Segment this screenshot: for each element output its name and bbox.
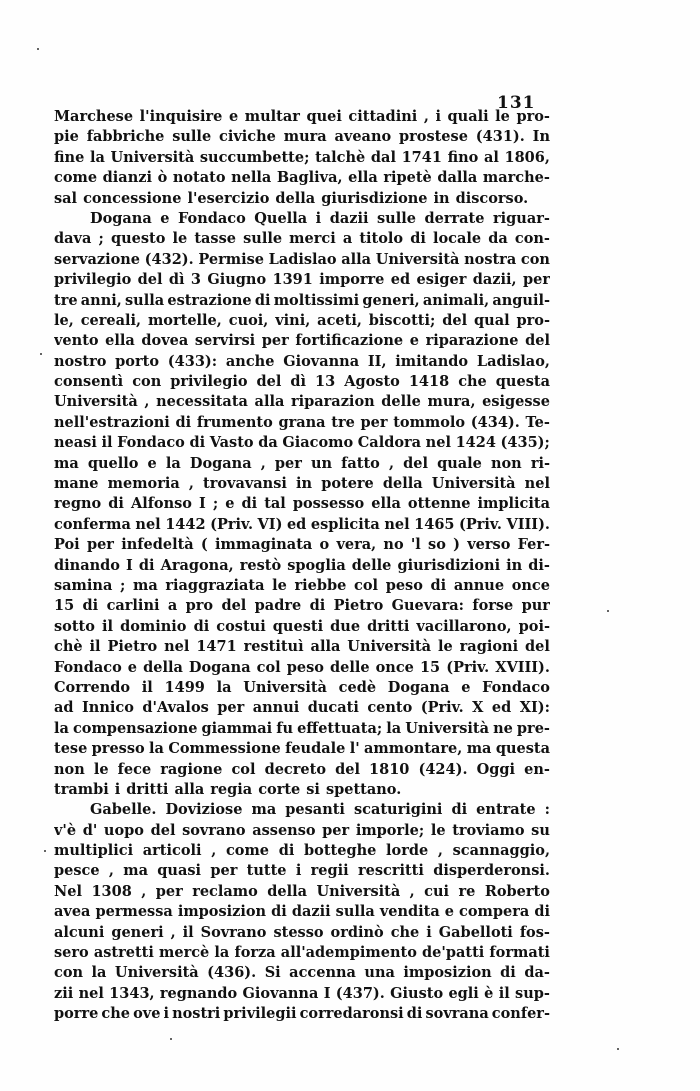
text-line: 15 di carlini a pro del padre di Pietro Guevara: forse pur: [54, 597, 550, 615]
text-line: fine la Università succumbette; talchè dal 1741 fino al 1806,: [54, 148, 550, 166]
text-line: samina ; ma riaggraziata le riebbe col peso di annue once: [54, 576, 550, 594]
paper-speck: [44, 850, 46, 852]
text-line: sal concessione l'esercizio della giurisdizione in discorso.: [54, 189, 529, 207]
page-number: 131: [497, 93, 536, 113]
text-line: chè il Pietro nel 1471 restituì alla Università le ragioni del: [54, 638, 550, 656]
text-line: tre anni, sulla estrazione di moltissimi generi, animali, anguil-: [54, 291, 550, 309]
text-line: la compensazione giammai fu effettuata; la Università ne pre-: [54, 719, 550, 737]
text-line: non le fece ragione col decreto del 1810 (424). Oggi en-: [54, 760, 550, 778]
text-line: multiplici articoli , come di botteghe lorde , scannaggio,: [54, 842, 550, 860]
text-line: pesce , ma quasi per tutte i regii rescritti disperderonsi.: [54, 862, 550, 880]
text-line: Dogana e Fondaco Quella i dazii sulle derrate riguar-: [90, 209, 550, 227]
text-line: sotto il dominio di costui questi due dritti vacillarono, poi-: [54, 617, 550, 635]
text-line: porre che ove i nostri privilegii corredaronsi di sovrana confer-: [54, 1005, 550, 1023]
text-line: ma quello e la Dogana , per un fatto , del quale non ri-: [54, 454, 550, 472]
text-line: le, cereali, mortelle, cuoi, vini, aceti, biscotti; del qual pro-: [54, 311, 550, 329]
text-line: regno di Alfonso I ; e di tal possesso ella ottenne implicita: [54, 495, 550, 513]
text-line: Nel 1308 , per reclamo della Università , cui re Roberto: [54, 882, 550, 900]
text-line: zii nel 1343, regnando Giovanna I (437). Giusto egli è il sup-: [54, 984, 550, 1002]
text-line: sero astretti mercè la forza all'adempimento de'patti formati: [54, 944, 550, 962]
text-line: alcuni generi , il Sovrano stesso ordinò che i Gabelloti fos-: [54, 923, 550, 941]
text-line: v'è d' uopo del sovrano assenso per imporle; le troviamo su: [54, 821, 550, 839]
text-line: neasi il Fondaco di Vasto da Giacomo Caldora nel 1424 (435);: [54, 434, 550, 452]
text-line: trambi i dritti alla regia corte si spettano.: [54, 780, 402, 798]
text-line: con la Università (436). Si accenna una imposizion di da-: [54, 964, 550, 982]
text-line: consentì con privilegio del dì 13 Agosto 1418 che questa: [54, 373, 550, 391]
text-line: avea permessa imposizion di dazii sulla vendita e compera di: [54, 903, 550, 921]
text-line: mane memoria , trovavansi in potere della Università nel: [54, 475, 550, 493]
text-line: nell'estrazioni di frumento grana tre per tommolo (434). Te-: [54, 413, 550, 431]
paper-speck: [40, 353, 42, 355]
text-line: dinando I di Aragona, restò spoglia delle giurisdizioni in di-: [54, 556, 550, 574]
text-line: pie fabbriche sulle civiche mura aveano prostese (431). In: [54, 128, 550, 146]
text-line: Fondaco e della Dogana col peso delle once 15 (Priv. XVIII).: [54, 658, 550, 676]
text-line: Università , necessitata alla riparazion delle mura, esigesse: [54, 393, 550, 411]
text-line: ad Innico d'Avalos per annui ducati cento (Priv. X ed XI):: [54, 699, 550, 717]
text-line: Correndo il 1499 la Università cedè Dogana e Fondaco: [54, 678, 550, 696]
paper-speck: [607, 610, 609, 612]
paper-speck: [170, 1038, 172, 1040]
paper-speck: [37, 48, 39, 50]
text-line: tese presso la Commessione feudale l' ammontare, ma questa: [54, 740, 550, 758]
text-line: servazione (432). Permise Ladislao alla Università nostra con: [54, 250, 550, 268]
text-line: conferma nel 1442 (Priv. VI) ed esplicita nel 1465 (Priv. VIII).: [54, 515, 550, 533]
text-line: Gabelle. Doviziose ma pesanti scaturigini di entrate :: [90, 801, 550, 819]
text-line: Poi per infedeltà ( immaginata o vera, no 'l so ) verso Fer-: [54, 536, 550, 554]
text-line: vento ella dovea servirsi per fortificazione e riparazione del: [54, 332, 550, 350]
text-line: Marchese l'inquisire e multar quei cittadini , i quali le pro-: [54, 108, 550, 125]
body-text: [54, 107, 550, 1025]
text-line: dava ; questo le tasse sulle merci a titolo di locale da con-: [54, 230, 550, 248]
text-line: come dianzi ò notato nella Bagliva, ella ripetè dalla marche-: [54, 169, 550, 187]
text-line: nostro porto (433): anche Giovanna II, imitando Ladislao,: [54, 352, 550, 370]
text-line: privilegio del dì 3 Giugno 1391 imporre ed esiger dazii, per: [54, 271, 550, 289]
paper-speck: [617, 1048, 619, 1050]
